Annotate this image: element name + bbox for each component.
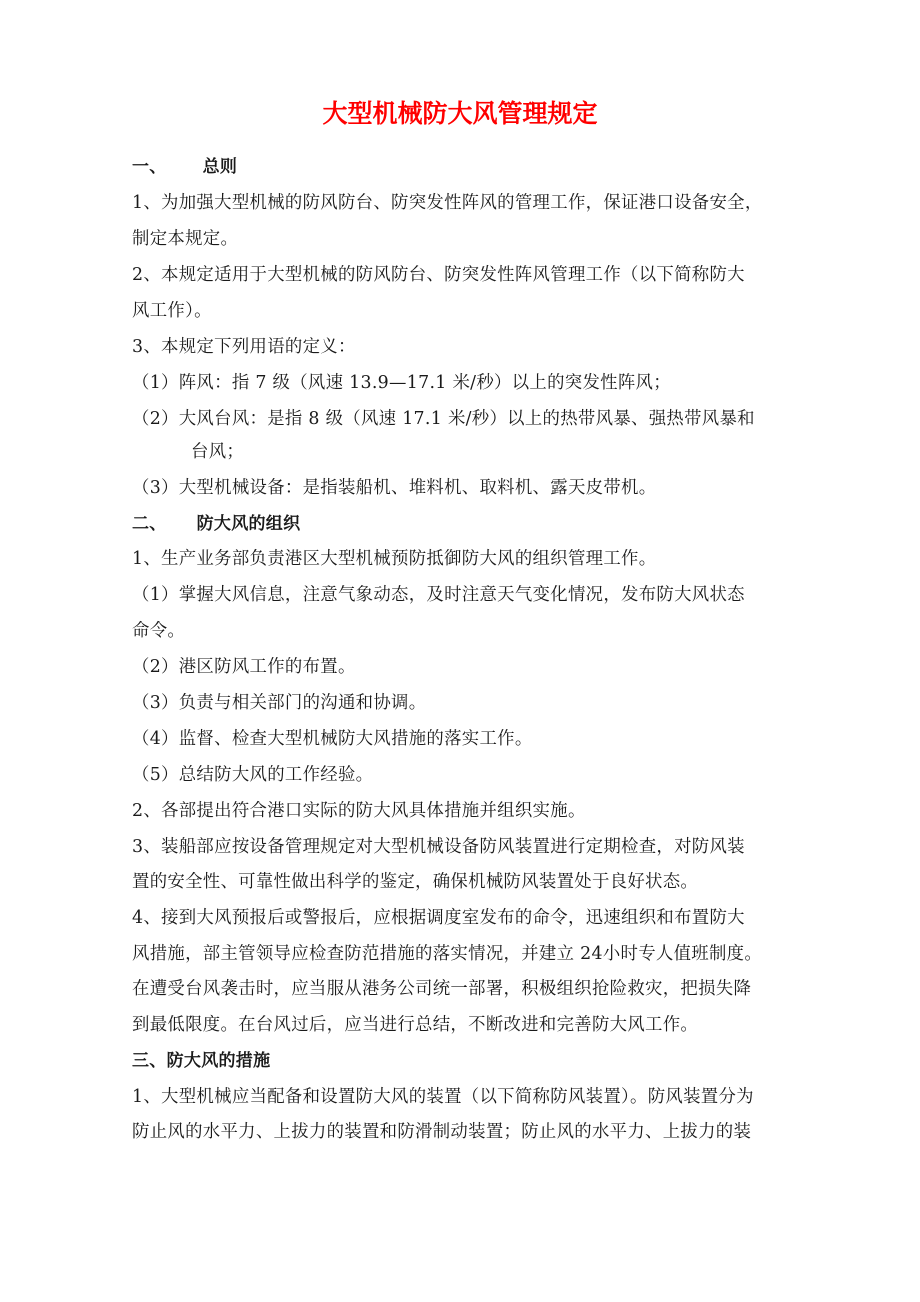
- section-title: 总则: [202, 157, 238, 177]
- list-item: （2）港区防风工作的布置。: [132, 657, 356, 677]
- paragraph-line: 到最低限度。在台风过后，应当进行总结，不断改进和完善防大风工作。: [132, 1015, 699, 1035]
- definition-item: （3）大型机械设备：是指装船机、堆料机、取料机、露天皮带机。: [132, 478, 657, 498]
- paragraph-line: 风工作）。: [132, 301, 212, 321]
- section-number: 一、: [132, 157, 167, 177]
- document-title: 大型机械防大风管理规定: [322, 99, 598, 128]
- paragraph-line: 2、各部提出符合港口实际的防大风具体措施并组织实施。: [132, 801, 586, 821]
- section-number: 二、: [132, 514, 167, 534]
- paragraph-line: 4、接到大风预报后或警报后，应根据调度室发布的命令，迅速组织和布置防大: [132, 908, 745, 928]
- list-item: （1）掌握大风信息，注意气象动态，及时注意天气变化情况，发布防大风状态: [132, 585, 745, 605]
- paragraph-line: 1、大型机械应当配备和设置防大风的装置（以下简称防风装置）。防风装置分为: [132, 1087, 754, 1107]
- definition-item-continuation: 台风；: [191, 442, 245, 462]
- paragraph-line: 防止风的水平力、上拔力的装置和防滑制动装置；防止风的水平力、上拔力的装: [132, 1122, 752, 1142]
- definition-item: （1）阵风：指 7 级（风速 13.9—17.1 米/秒）以上的突发性阵风；: [132, 373, 671, 393]
- paragraph-line: 制定本规定。: [132, 229, 239, 249]
- paragraph-line: 3、本规定下列用语的定义：: [132, 337, 356, 357]
- section-heading-measures: 三、防大风的措施: [132, 1051, 271, 1071]
- paragraph-line: 在遭受台风袭击时，应当服从港务公司统一部署，积极组织抢险救灾，把损失降: [132, 979, 752, 999]
- section-heading-general: [132, 155, 237, 179]
- paragraph-line: 3、装船部应按设备管理规定对大型机械设备防风装置进行定期检查，对防风装: [132, 837, 745, 857]
- definition-item: （2）大风台风：是指 8 级（风速 17.1 米/秒）以上的热带风暴、强热带风暴和: [132, 409, 755, 429]
- section-title: 防大风的组织: [196, 514, 301, 534]
- list-item: （3）负责与相关部门的沟通和协调。: [132, 693, 427, 713]
- paragraph-line: 2、本规定适用于大型机械的防风防台、防突发性阵风管理工作（以下简称防大: [132, 265, 745, 285]
- list-item: （5）总结防大风的工作经验。: [132, 765, 374, 785]
- list-item-continuation: 命令。: [132, 621, 186, 641]
- paragraph-line: 风措施，部主管领导应检查防范措施的落实情况，并建立 24小时专人值班制度。: [132, 944, 763, 964]
- paragraph-line: 1、为加强大型机械的防风防台、防突发性阵风的管理工作，保证港口设备安全，: [132, 193, 763, 213]
- paragraph-line: 置的安全性、可靠性做出科学的鉴定，确保机械防风装置处于良好状态。: [132, 872, 699, 892]
- paragraph-line: 1、生产业务部负责港区大型机械预防抵御防大风的组织管理工作。: [132, 549, 657, 569]
- list-item: （4）监督、检查大型机械防大风措施的落实工作。: [132, 729, 533, 749]
- section-heading-organization: [132, 512, 300, 536]
